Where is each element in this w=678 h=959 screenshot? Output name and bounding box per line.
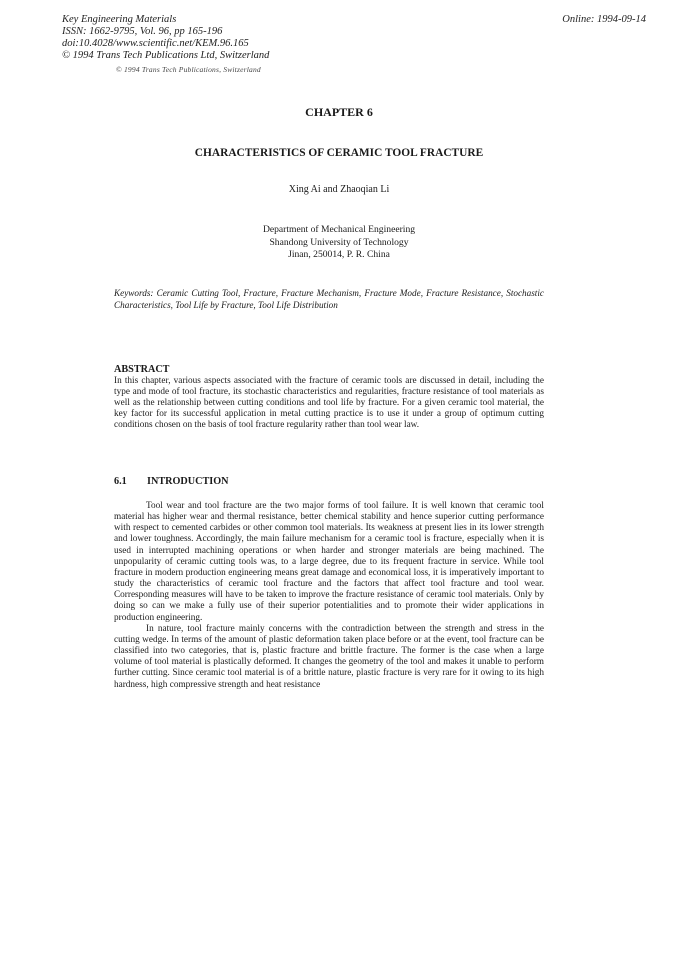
affiliation-department: Department of Mechanical Engineering: [262, 224, 416, 235]
keywords: Keywords: Ceramic Cutting Tool, Fracture, Fracture Mechanism, Fracture Mode, Fracture Resistance, Stochastic Characteristics, Tool Life by Fracture, Tool Life Distribution: [114, 288, 544, 310]
section-title: INTRODUCTION: [147, 476, 229, 487]
introduction-body: [114, 501, 544, 691]
doi-line: doi:10.4028/www.scientific.net/KEM.96.165: [62, 38, 249, 49]
chapter-title: CHARACTERISTICS OF CERAMIC TOOL FRACTURE: [194, 147, 484, 159]
chapter-number: CHAPTER 6: [305, 105, 373, 119]
affiliation-university: Shandong University of Technology: [269, 236, 409, 248]
abstract-text: In this chapter, various aspects associated with the fracture of ceramic tools are discussed in detail, including the type and mode of tool fracture, its stochastic characteristics and regularities, fracture resistance of tool materials as well as the relationship between cutting conditions and tool life by fracture. For a given ceramic tool material, the key factor for its successful application in metal cutting practice is to use it under a group of optimum cutting conditions chosen on the basis of tool fracture regularity rather than tool wear law.: [114, 376, 544, 431]
faint-copyright: © 1994 Trans Tech Publications, Switzerland: [116, 65, 261, 74]
journal-name: Key Engineering Materials: [62, 14, 177, 25]
affiliation-address: Jinan, 250014, P. R. China: [288, 249, 390, 260]
abstract-heading: ABSTRACT: [114, 364, 170, 375]
copyright-line: © 1994 Trans Tech Publications Ltd, Switzerland: [62, 50, 270, 61]
online-date: Online: 1994-09-14: [562, 14, 646, 25]
issn-line: ISSN: 1662-9795, Vol. 96, pp 165-196: [62, 26, 223, 37]
publication-metadata: [62, 14, 269, 62]
paragraph: Tool wear and tool fracture are the two major forms of tool failure. It is well known that ceramic tool material has higher wear and thermal resistance, better chemical stability and hence superior cutting performance with respect to cemented carbides or other common tool materials. Its weakness at present lies in its lower strength and lower toughness. Accordingly, the main failure mechanism for a ceramic tool is fracture, especially when it is used in interrupted machining operations or when harder and stronger materials are being machined. The unpopularity of ceramic cutting tools was, to a large degree, due to its frequent fracture in service. While tool fracture in modern production engineering means great damage and economical loss, it is imperatively important to study the characteristics of ceramic tool fracture and the factors that affect tool fracture and tool wear. Corresponding measures will have to be taken to improve the fracture resistance of ceramic tool materials. Only by doing so can we make a fully use of their superior potentialities and to promote their wider applications in production engineering.: [114, 501, 544, 623]
section-number: 6.1: [114, 476, 127, 487]
authors: Xing Ai and Zhaoqian Li: [288, 184, 390, 195]
paragraph: In nature, tool fracture mainly concerns with the contradiction between the strength and stress in the cutting wedge. In terms of the amount of plastic deformation taken place before or at the event, tool fracture can be classified into two categories, that is, plastic fracture and brittle fracture. The former is the case when a large volume of tool material is plastically deformed. It changes the geometry of the tool and makes it unable to perform further cutting. Since ceramic tool material is of a brittle nature, plastic fracture is very rare for it owing to its high hardness, high compressive strength and heat resistance: [114, 623, 544, 690]
affiliation: [0, 224, 678, 262]
